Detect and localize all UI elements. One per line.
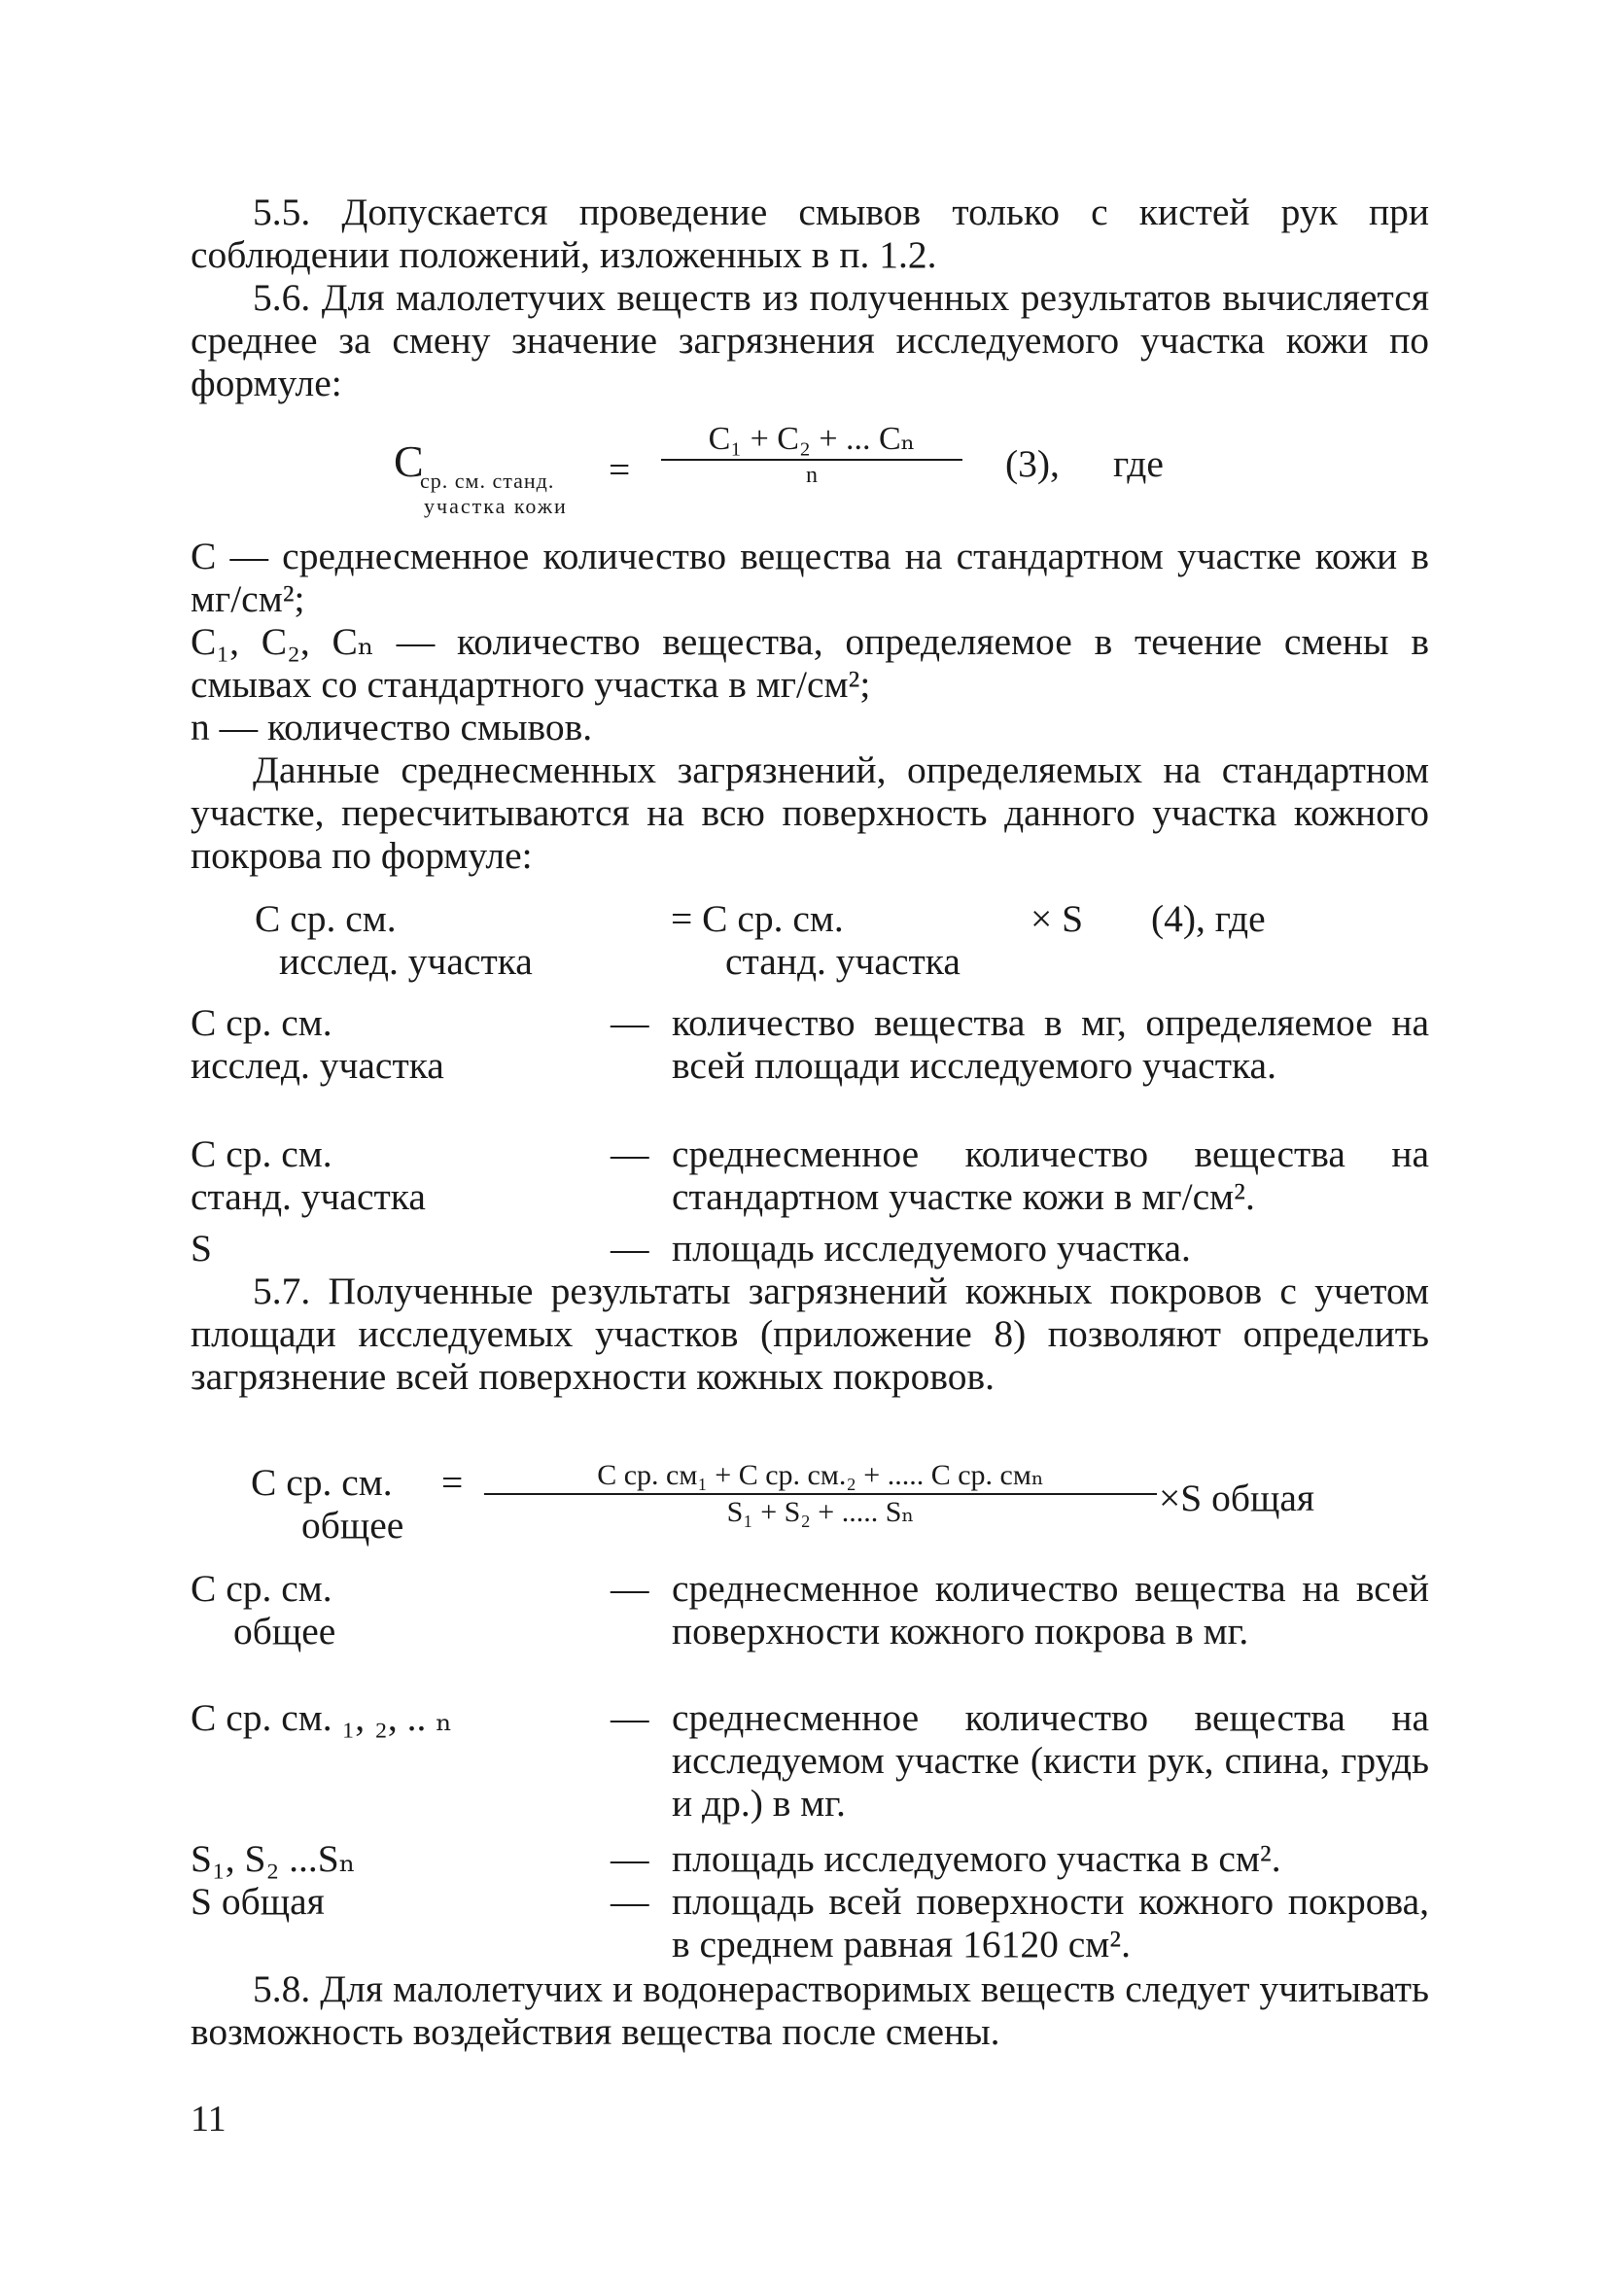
formula-lhs: C ср. см. — [255, 897, 397, 940]
definition-text: среднесменное количество вещества на стандартном участке кожи в мг/см². — [672, 1132, 1429, 1218]
definition-text: количество вещества в мг, определяемое на всей площади исследуемого участка. — [672, 1001, 1429, 1087]
definition-term: S₁, S₂ ...Sₙ — [191, 1837, 356, 1880]
term-line: C ср. см. — [191, 1001, 332, 1044]
definition-row — [191, 1880, 1429, 1966]
formula-lhs-c: C — [394, 436, 424, 486]
term-line: C ср. см. — [191, 1132, 332, 1175]
definition-dash: — — [611, 1227, 649, 1270]
definition-text: площадь исследуемого участка в см². — [672, 1837, 1281, 1880]
definition-dash: — — [611, 1001, 649, 1044]
fraction-denominator: S₁ + S₂ + ..... Sₙ — [726, 1496, 915, 1528]
formula-equals: = — [441, 1461, 464, 1504]
formula-lhs-subscript: участка кожи — [424, 494, 568, 518]
formula-tail: ×S общая — [1159, 1477, 1315, 1519]
definition-term: C ср. см. ₁, ₂, .. ₙ — [191, 1696, 453, 1739]
paragraph-text: Данные среднесменных загрязнений, определяемых на стандартном участке, пересчитываются на всю поверхность данного участка кожного покрова по формуле: — [191, 748, 1429, 877]
definition-line: n — количество смывов. — [191, 706, 593, 748]
paragraph-text: 5.5. Допускается проведение смывов только с кистей рук при соблюдении положений, изложенных в п. 1.2. — [191, 191, 1429, 276]
definition-dash: — — [611, 1132, 649, 1175]
definition-text: площадь всей поверхности кожного покрова, в среднем равная 16120 см². — [672, 1880, 1429, 1966]
definition-term — [191, 1132, 426, 1218]
fraction-denominator: n — [806, 463, 818, 488]
definition-text: среднесменное количество вещества на исследуемом участке (кисти рук, спина, грудь и др.) в мг. — [672, 1696, 1429, 1825]
definition-dash: — — [611, 1567, 649, 1610]
paragraph-data — [191, 748, 1429, 877]
definition-dash: — — [611, 1837, 649, 1880]
definition-dash: — — [611, 1880, 649, 1923]
formula-rhs-subscript: станд. участка — [725, 940, 961, 983]
definition-row — [191, 1837, 1429, 1880]
definition-term — [191, 1567, 335, 1652]
formula-fraction — [661, 420, 962, 490]
definition-line: C₁, C₂, Cₙ — количество вещества, определяемое в течение смены в смывах со стандартного участка в мг/см²; — [191, 620, 1429, 706]
term-line: C ср. см. — [191, 1567, 332, 1610]
paragraph-5-5 — [191, 191, 1429, 276]
definition-row — [191, 1132, 1429, 1218]
formula-lhs-subscript: исслед. участка — [279, 940, 533, 983]
fraction-numerator: C₁ + C₂ + ... Cₙ — [661, 420, 962, 461]
paragraph-text: 5.8. Для малолетучих и водонерастворимых веществ следует учитывать возможность воздействия вещества после смены. — [191, 1967, 1429, 2053]
definition-row — [191, 1227, 1429, 1270]
formula-lhs-subscript: ср. см. станд. — [420, 469, 555, 493]
term-line: исслед. участка — [191, 1044, 444, 1087]
formula-fraction — [484, 1458, 1157, 1530]
paragraph-text: 5.7. Полученные результаты загрязнений кожных покровов с учетом площади исследуемых участков (приложение 8) позволяют определить загрязнение всей поверхности кожных покровов. — [191, 1270, 1429, 1398]
page-number: 11 — [191, 2099, 227, 2139]
definition-row — [191, 1001, 1429, 1130]
paragraph-5-8 — [191, 1967, 1429, 2053]
definition-row — [191, 1696, 1429, 1825]
formula-label: (4), где — [1151, 897, 1266, 940]
definition-term: S общая — [191, 1880, 325, 1923]
formula-rhs: = C ср. см. — [671, 897, 844, 940]
definition-text: среднесменное количество вещества на всей поверхности кожного покрова в мг. — [672, 1567, 1429, 1652]
formula-lhs-subscript: общее — [301, 1504, 404, 1547]
formula-times-s: × S — [1031, 897, 1084, 940]
definition-term: S — [191, 1227, 212, 1270]
definition-text: площадь исследуемого участка. — [672, 1227, 1191, 1270]
term-line: станд. участка — [191, 1175, 426, 1218]
paragraph-5-6 — [191, 276, 1429, 404]
definition-row — [191, 1567, 1429, 1695]
paragraph-text: 5.6. Для малолетучих веществ из полученных результатов вычисляется среднее за смену значение загрязнения исследуемого участка кожи по формуле: — [191, 276, 1429, 404]
paragraph-5-7 — [191, 1270, 1429, 1398]
fraction-numerator: C ср. см₁ + C ср. см.₂ + ..... C ср. смₙ — [484, 1458, 1157, 1495]
term-line: общее — [233, 1610, 336, 1652]
definition-dash: — — [611, 1696, 649, 1739]
definition-line: C — среднесменное количество вещества на стандартном участке кожи в мг/см²; — [191, 535, 1429, 620]
formula-3-definitions — [191, 535, 1429, 748]
formula-where: где — [1113, 442, 1164, 485]
formula-equals: = — [609, 448, 631, 491]
formula-label: (3), — [1005, 442, 1060, 485]
formula-lhs: C ср. см. — [251, 1461, 393, 1504]
definition-term — [191, 1001, 444, 1087]
